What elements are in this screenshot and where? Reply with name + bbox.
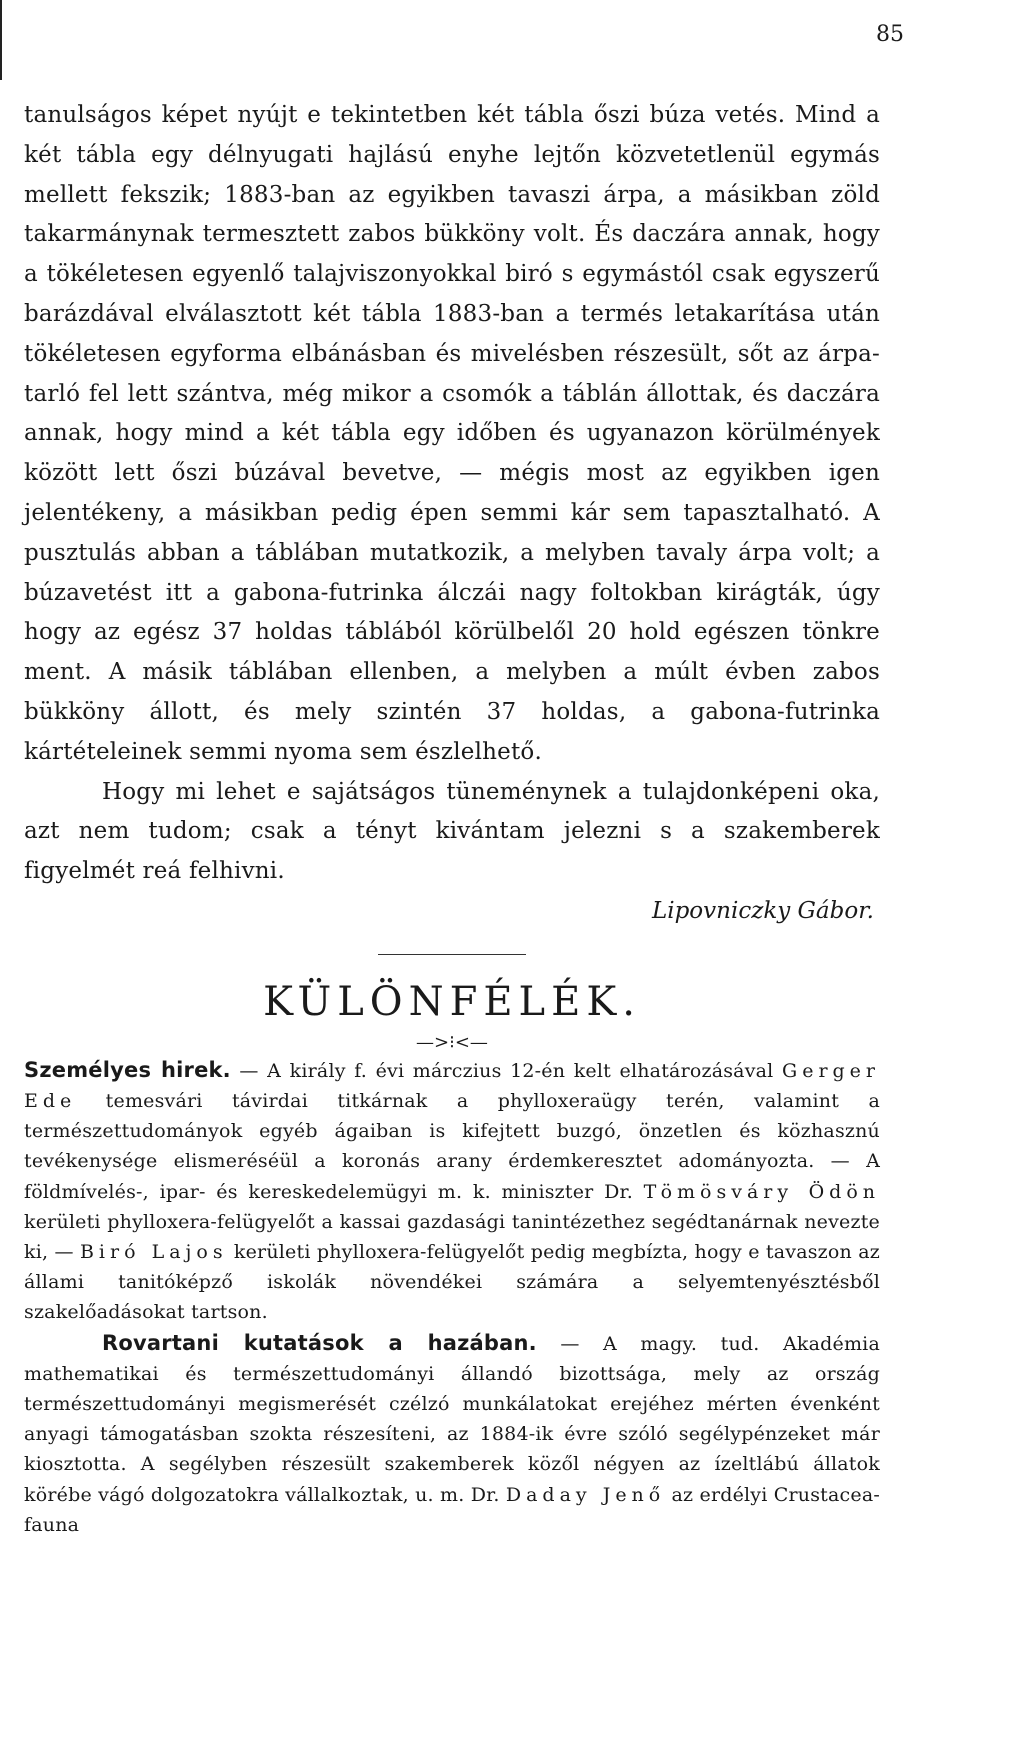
news-item-personal bbox=[24, 1055, 880, 1328]
news-text: temesvári távirdai titkárnak a phylloxeraügy terén, valamint a természettudományok egyéb ágaiban is kifejtett buzgó, önzetlen és közhasznú tevékenysége elismeréséül a koronás arany érdemkeresztet adományozta. — A földmívelés-, ipar- és kereskedelemügyi m. k. miniszter Dr. bbox=[24, 1089, 880, 1203]
page-edge-mark bbox=[0, 0, 2, 80]
news-title: Rovartani kutatások a hazában. bbox=[102, 1330, 537, 1355]
author-signature: Lipovniczky Gábor. bbox=[651, 897, 874, 924]
news-section bbox=[24, 1055, 880, 1540]
news-text: kerületi phylloxera-felügyelőt a kassai gazdasági tanintézethez segédtanárnak nevezte ki, — bbox=[24, 1210, 880, 1263]
person-name: Tömösváry Ödön bbox=[643, 1180, 880, 1203]
section-heading: KÜLÖNFÉLÉK. bbox=[263, 978, 641, 1025]
section-divider bbox=[378, 954, 526, 955]
person-name: Biró Lajos bbox=[79, 1240, 228, 1263]
news-text: — A király f. évi márczius 12-én kelt elhatározásával bbox=[230, 1059, 783, 1082]
paragraph-2: Hogy mi lehet e sajátságos tüneménynek a tulajdonképeni oka, azt nem tudom; csak a tényt kivántam jelezni s a szakemberek figyelmét reá felhivni. bbox=[24, 778, 880, 885]
page-number: 85 bbox=[876, 22, 904, 47]
ornament: —>⁝<— bbox=[416, 1031, 488, 1053]
person-name: Daday Jenő bbox=[505, 1483, 666, 1506]
news-text: az erdélyi Crustacea-fauna bbox=[24, 1483, 880, 1536]
person-name: Gerger Ede bbox=[24, 1059, 881, 1112]
news-text: — A magy. tud. Akadémia mathematikai és természettudományi állandó bizottsága, mely az ország természettudományi megismerését czélzó munkálatokat erejéhez mérten évenként anyagi támogatásban szokta részesíteni, az 1884-ik évre szóló segélypénzeket már kiosztotta. A segélyben részesült szakemberek közől négyen az ízeltlábú állatok körébe vágó dolgozatokra vállalkoztak, u. m. Dr. bbox=[24, 1332, 880, 1506]
news-title: Személyes hirek. bbox=[24, 1057, 231, 1082]
main-article bbox=[24, 96, 880, 1540]
news-item-research bbox=[24, 1328, 880, 1540]
paragraph-1: tanulságos képet nyújt e tekintetben két tábla őszi búza vetés. Mind a két tábla egy délnyugati hajlású enyhe lejtőn közvetetlenül egymás mellett fekszik; 1883-ban az egyikben tavaszi árpa, a másikban zöld takarmánynak termesztett zabos bükköny volt. És daczára annak, hogy a tökéletesen egyenlő talajviszonyokkal biró s egymástól csak egyszerű barázdával elválasztott két tábla 1883-ban a termés letakarítása után tökéletesen egyforma elbánásban és mivelésben részesült, sőt az árpa-tarló fel lett szántva, még mikor a csomók a táblán állottak, és daczára annak, hogy mind a két tábla egy időben és ugyanazon körülmények között lett őszi búzával bevetve, — mégis most az egyikben igen jelentékeny, a másikban pedig épen semmi kár sem tapasztalható. A pusztulás abban a táblában mutatkozik, a melyben tavaly árpa volt; a búzavetést itt a gabona-futrinka álczái nagy foltokban kirágták, úgy hogy az egész 37 holdas táblából körülbelől 20 hold egészen tönkre ment. A másik táblában ellenben, a melyben a múlt évben zabos bükköny állott, és mely szintén 37 holdas, a gabona-futrinka kártételeinek semmi nyoma sem észlelhető. bbox=[24, 102, 880, 765]
news-text: kerületi phylloxera-felügyelőt pedig megbízta, hogy e tavaszon az állami tanitóképző iskolák növendékei számára a selyemtenyésztésből szakelőadásokat tartson. bbox=[24, 1240, 880, 1324]
